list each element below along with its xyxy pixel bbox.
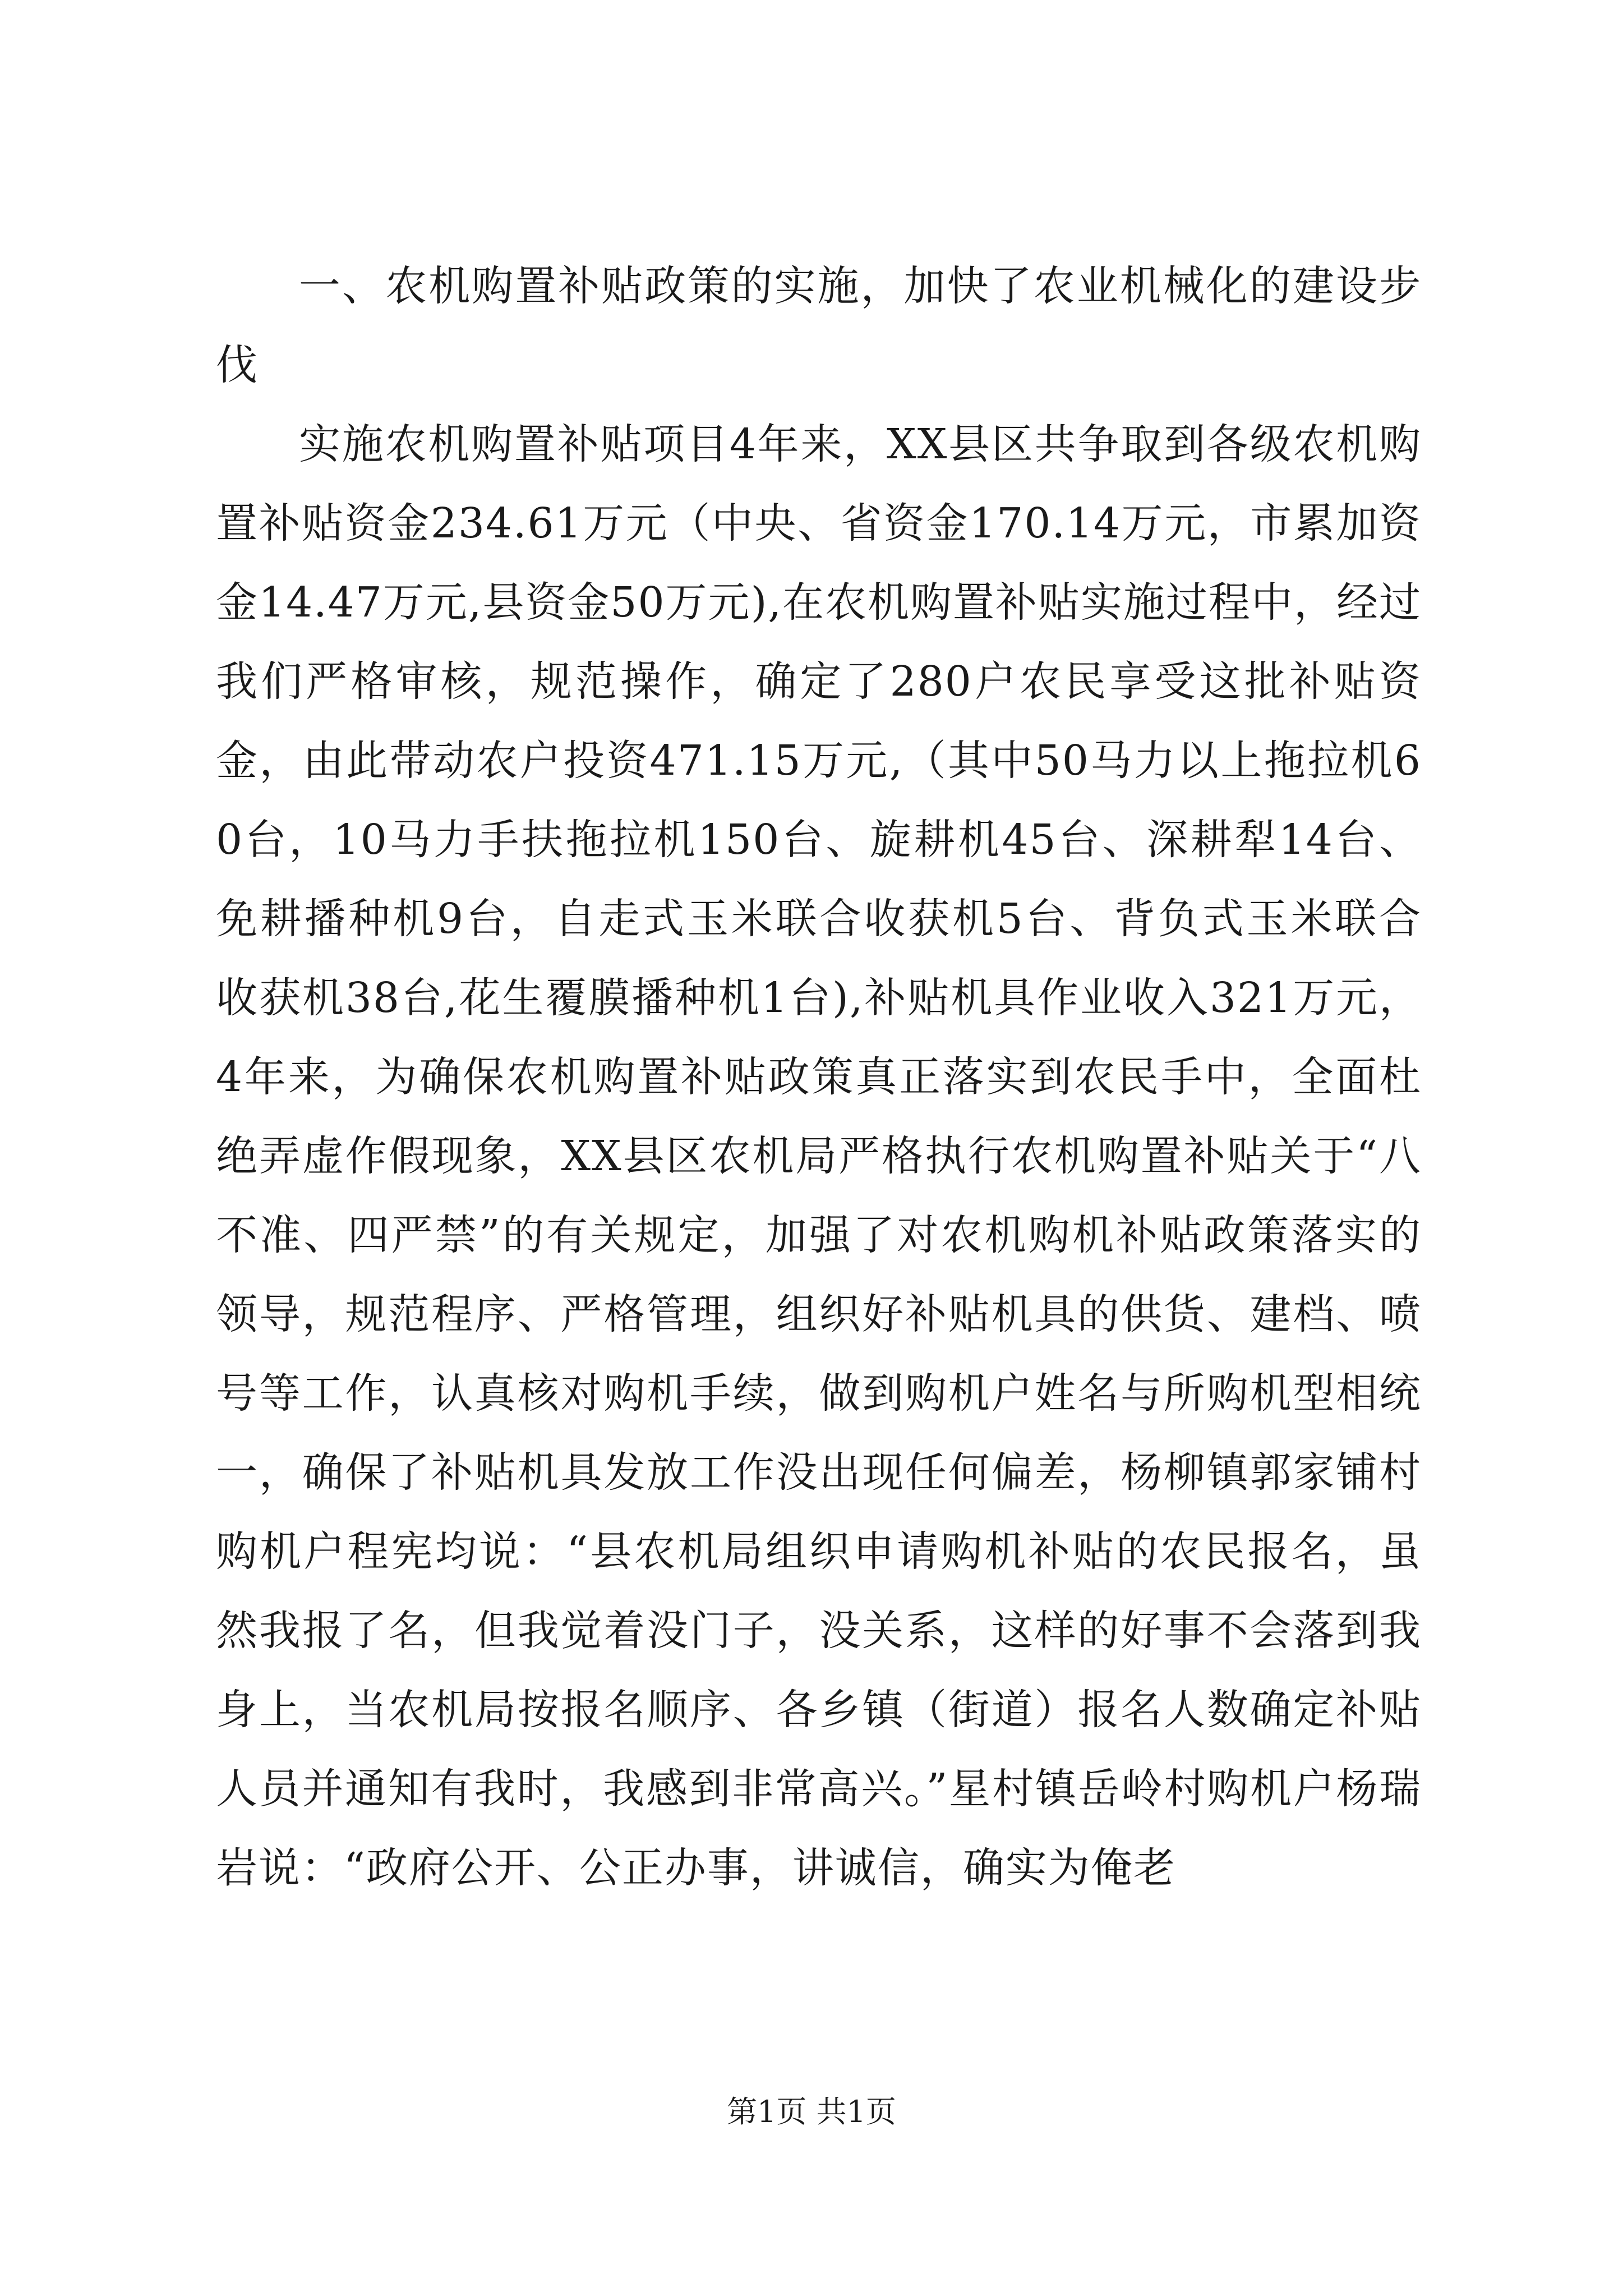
body-paragraph: 实施农机购置补贴项目4年来，XX县区共争取到各级农机购置补贴资金234.61万元（中央、省资金170.14万元，市累加资金14.47万元,县资金50万元),在农机购置补贴实施过程中，经过我们严格审核，规范操作，确定了280户农民享受这批补贴资金，由此带动农户投资471.15万元,（其中50马力以上拖拉机60台，10马力手扶拖拉机150台、旋耕机45台、深耕犁14台、免耕播种机9台，自走式玉米联合收获机5台、背负式玉米联合收获机38台,花生覆膜播种机1台),补贴机具作业收入321万元，4年来，为确保农机购置补贴政策真正落实到农民手中，全面杜绝弄虚作假现象，XX县区农机局严格执行农机购置补贴关于“八不准、四严禁”的有关规定，加强了对农机购机补贴政策落实的领导，规范程序、严格管理，组织好补贴机具的供货、建档、喷号等工作，认真核对购机手续，做到购机户姓名与所购机型相统一，确保了补贴机具发放工作没出现任何偏差，杨柳镇郭家铺村购机户程宪均说：“县农机局组织申请购机补贴的农民报名，虽然我报了名，但我觉着没门子，没关系，这样的好事不会落到我身上，当农机局按报名顺序、各乡镇（街道）报名人数确定补贴人员并通知有我时，我感到非常高兴。”星村镇岳岭村购机户杨瑞岩说：“政府公开、公正办事，讲诚信，确实为俺老 [216,420,1422,1892]
document-body [216,247,1422,1908]
page-footer: 第1页 共1页 [727,2094,896,2129]
section-heading: 一、农机购置补贴政策的实施，加快了农业机械化的建设步伐 [216,262,1422,389]
